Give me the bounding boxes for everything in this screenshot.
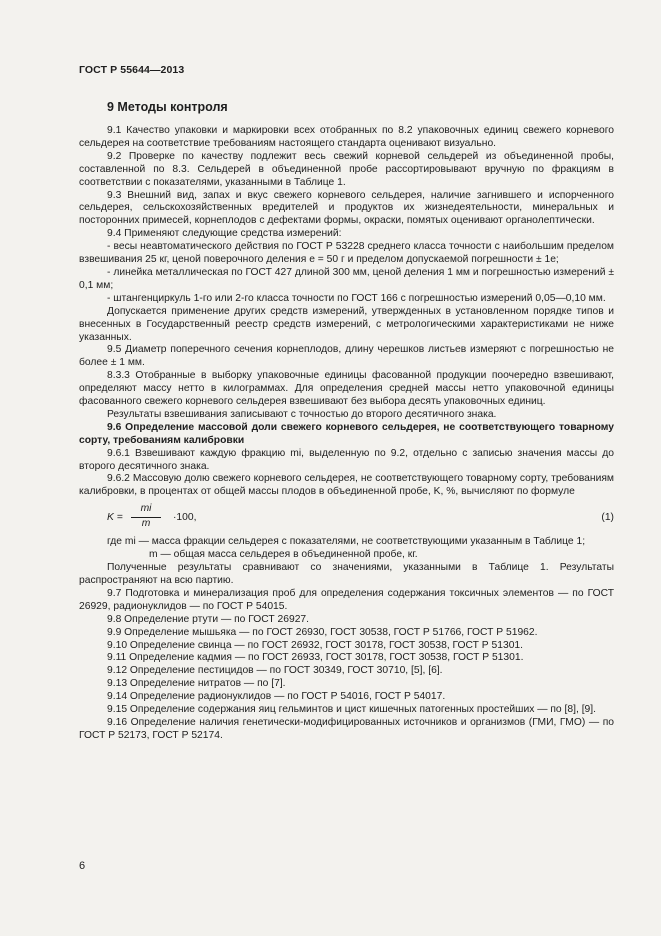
paragraph-9-5: 9.5 Диаметр поперечного сечения корнеплодов, длину черешков листьев измеряют с погрешностью не более ± 1 мм. — [79, 344, 614, 369]
paragraph-9-7: 9.7 Подготовка и минерализация проб для определения содержания токсичных элементов — по ГОСТ 26929, радионуклидов — по ГОСТ Р 54015. — [79, 587, 614, 612]
paragraph-9-9: 9.9 Определение мышьяка — по ГОСТ 26930, ГОСТ 30538, ГОСТ Р 51766, ГОСТ Р 51962. — [107, 626, 538, 638]
paragraph-8-3-3: 8.3.3 Отобранные в выборку упаковочные единицы фасованной продукции поочередно взвешивают, определяют массу нетто в килограммах. Для определения средней массы нетто упаковочной единицы фасованного свежего корневого сельдерея взвешивают без выбора десять упаковочных единиц. — [79, 370, 614, 408]
document-body — [79, 125, 614, 743]
paragraph-9-6-1: 9.6.1 Взвешивают каждую фракцию mi, выделенную по 9.2, отдельно с записью значения массы до второго десятичного знака. — [79, 447, 614, 472]
paragraph-9-15: 9.15 Определение содержания яиц гельминтов и цист кишечных патогенных простейших — по [8], [9]. — [107, 704, 597, 716]
paragraph-9-12: 9.12 Определение пестицидов — по ГОСТ 30349, ГОСТ 30710, [5], [6]. — [107, 665, 443, 677]
paragraph-obtained-results: Полученные результаты сравнивают со значениями, указанными в Таблице 1. Результаты распространяют на всю партию. — [79, 562, 614, 586]
paragraph-9-8: 9.8 Определение ртути — по ГОСТ 26927. — [107, 613, 310, 625]
page-number: 6 — [79, 860, 86, 872]
formula-lhs: K = — [107, 512, 123, 524]
formula-fraction — [131, 503, 161, 531]
formula-number: (1) — [601, 512, 614, 524]
paragraph-9-14: 9.14 Определение радионуклидов — по ГОСТ Р 54016, ГОСТ Р 54017. — [107, 691, 446, 703]
paragraph-9-10: 9.10 Определение свинца — по ГОСТ 26932, ГОСТ 30178, ГОСТ 30538, ГОСТ Р 51301. — [107, 639, 524, 651]
paragraph-9-4: 9.4 Применяют следующие средства измерений: — [107, 228, 342, 240]
formula-numerator: mi — [131, 503, 161, 518]
paragraph-other-instruments: Допускается применение других средств измерений, утвержденных в установленном порядке типов и внесенных в Государственный реестр средств измерений, с метрологическими характеристиками не ниже указанных. — [79, 305, 614, 343]
paragraph-9-1: 9.1 Качество упаковки и маркировки всех отобранных по 8.2 упаковочных единиц свежего корневого сельдерея на соответствие требованиям настоящего стандарта оценивают визуально. — [79, 125, 614, 149]
paragraph-9-2: 9.2 Проверке по качеству подлежит весь свежий корневой сельдерей из объединенной пробы, составленной по 8.3. Сельдерей в объединенной пробе рассортировывают вручную по фракциям в соответствии с показателями, указанными в Таблице 1. — [79, 150, 614, 188]
where-line-2: m — общая масса сельдерея в объединенной пробе, кг. — [149, 549, 418, 561]
formula-1 — [79, 503, 614, 533]
formula-multiplier: ·100, — [173, 512, 197, 524]
formula-denominator: m — [141, 518, 151, 530]
where-line-1: где mi — масса фракции сельдерея с показателями, не соответствующими указанным в Таблице 1; — [107, 536, 586, 548]
paragraph-9-6-2: 9.6.2 Массовую долю свежего корневого сельдерея, не соответствующего товарному сорту, требованиям калибровки, в процентах от общей массы плодов в объединенной пробе, K, %, вычисляют по формуле — [79, 473, 614, 498]
paragraph-9-3: 9.3 Внешний вид, запах и вкус свежего корневого сельдерея, наличие загнившего и испорченного сельдерея, сельскохозяйственных вредителей и продуктов их жизнедеятельности, минеральных и посторонних примесей, корнеплодов с дефектами формы, окраски, помятых оценивают органолептически. — [79, 189, 614, 227]
document-header: ГОСТ Р 55644—2013 — [79, 64, 185, 76]
list-item-scales: - весы неавтоматического действия по ГОСТ Р 53228 среднего класса точности с наибольшим пределом взвешивания 25 кг, ценой поверочного деления e = 50 г и пределом допускаемой погрешности ± 1e; — [79, 241, 614, 266]
section-title: 9 Методы контроля — [107, 100, 228, 114]
paragraph-9-6: 9.6 Определение массовой доли свежего корневого сельдерея, не соответствующего товарному сорту, требованиям калибровки — [79, 421, 614, 446]
paragraph-9-13: 9.13 Определение нитратов — по [7]. — [107, 678, 286, 690]
list-item-ruler: - линейка металлическая по ГОСТ 427 длиной 300 мм, ценой деления 1 мм и погрешностью измерений ± 0,1 мм; — [79, 266, 614, 291]
list-item-caliper: - штангенциркуль 1-го или 2-го класса точности по ГОСТ 166 с погрешностью измерений 0,05—0,10 мм. — [107, 292, 606, 304]
paragraph-9-16: 9.16 Определение наличия генетически-модифицированных источников и организмов (ГМИ, ГМО) — по ГОСТ Р 52173, ГОСТ Р 52174. — [79, 716, 614, 741]
paragraph-9-11: 9.11 Определение кадмия — по ГОСТ 26933, ГОСТ 30178, ГОСТ 30538, ГОСТ Р 51301. — [107, 652, 524, 664]
paragraph-results: Результаты взвешивания записывают с точностью до второго десятичного знака. — [107, 408, 497, 420]
